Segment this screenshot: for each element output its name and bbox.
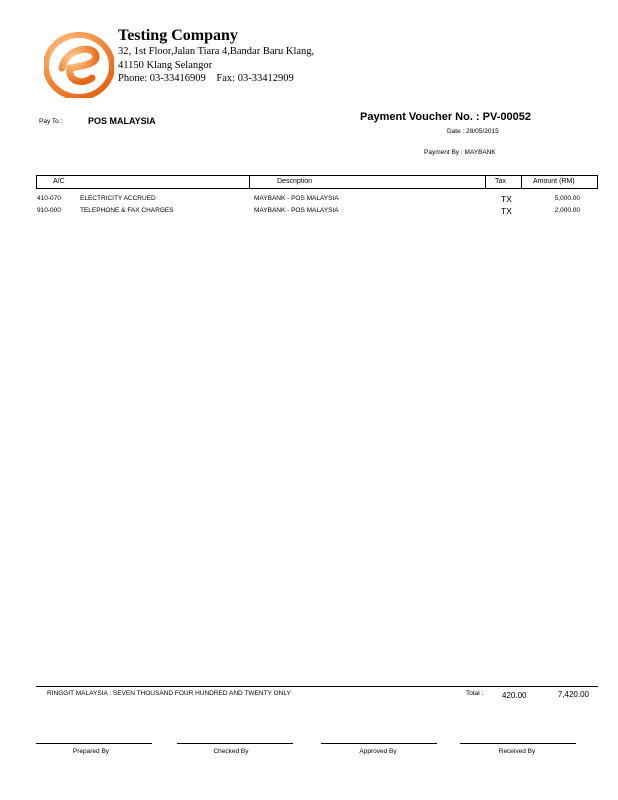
voucher-title: Payment Voucher No. : PV-00052 xyxy=(360,111,531,123)
row-description: MAYBANK - POS MALAYSIA xyxy=(254,207,339,214)
footer-divider xyxy=(36,686,598,687)
checked-by-line xyxy=(177,743,293,744)
checked-by-label: Checked By xyxy=(213,748,249,755)
amount-in-words: RINGGIT MALAYSIA : SEVEN THOUSAND FOUR HUNDRED AND TWENTY ONLY xyxy=(47,690,291,697)
prepared-by-line xyxy=(36,743,152,744)
received-by-label: Received By xyxy=(498,748,536,755)
approved-by-label: Approved By xyxy=(359,748,397,755)
row-account-name: ELECTRICITY ACCRUED xyxy=(80,195,156,202)
items-table-header xyxy=(36,175,598,189)
voucher-date: Date : 28/05/2015 xyxy=(447,128,499,135)
row-tax: TX xyxy=(501,194,512,204)
total-label: Total : xyxy=(466,690,484,697)
company-address-line1: 32, 1st Floor,Jalan Tiara 4,Bandar Baru Klang, xyxy=(118,46,315,57)
approved-by-line xyxy=(321,743,437,744)
company-phone: Phone: 03-33416909 xyxy=(118,73,206,84)
company-contact xyxy=(118,73,294,84)
column-divider xyxy=(249,176,250,188)
row-ac: 910-000 xyxy=(37,207,61,214)
row-amount: 2,000.00 xyxy=(554,207,580,214)
row-tax: TX xyxy=(501,206,512,216)
column-divider xyxy=(521,176,522,188)
pay-to-value: POS MALAYSIA xyxy=(88,116,156,126)
total-tax: 420.00 xyxy=(502,691,527,700)
row-ac: 410-070 xyxy=(37,195,61,202)
header-ac: A/C xyxy=(53,178,65,185)
prepared-by-label: Prepared By xyxy=(72,748,110,755)
row-account-name: TELEPHONE & FAX CHARGES xyxy=(80,207,174,214)
received-by-line xyxy=(460,743,576,744)
header-tax: Tax xyxy=(495,178,506,185)
payment-by: Payment By : MAYBANK xyxy=(424,149,496,156)
header-amount: Amount (RM) xyxy=(533,178,575,185)
header-description: Description xyxy=(277,178,313,185)
company-logo xyxy=(44,28,114,98)
company-name: Testing Company xyxy=(118,27,238,44)
total-amount: 7,420.00 xyxy=(557,690,589,699)
company-address-line2: 41150 Klang Selangor xyxy=(118,60,213,71)
company-fax: Fax: 03-33412909 xyxy=(216,73,294,84)
pay-to-label: Pay To : xyxy=(39,118,63,125)
column-divider xyxy=(485,176,486,188)
row-amount: 5,000.00 xyxy=(554,195,580,202)
row-description: MAYBANK - POS MALAYSIA xyxy=(254,195,339,202)
